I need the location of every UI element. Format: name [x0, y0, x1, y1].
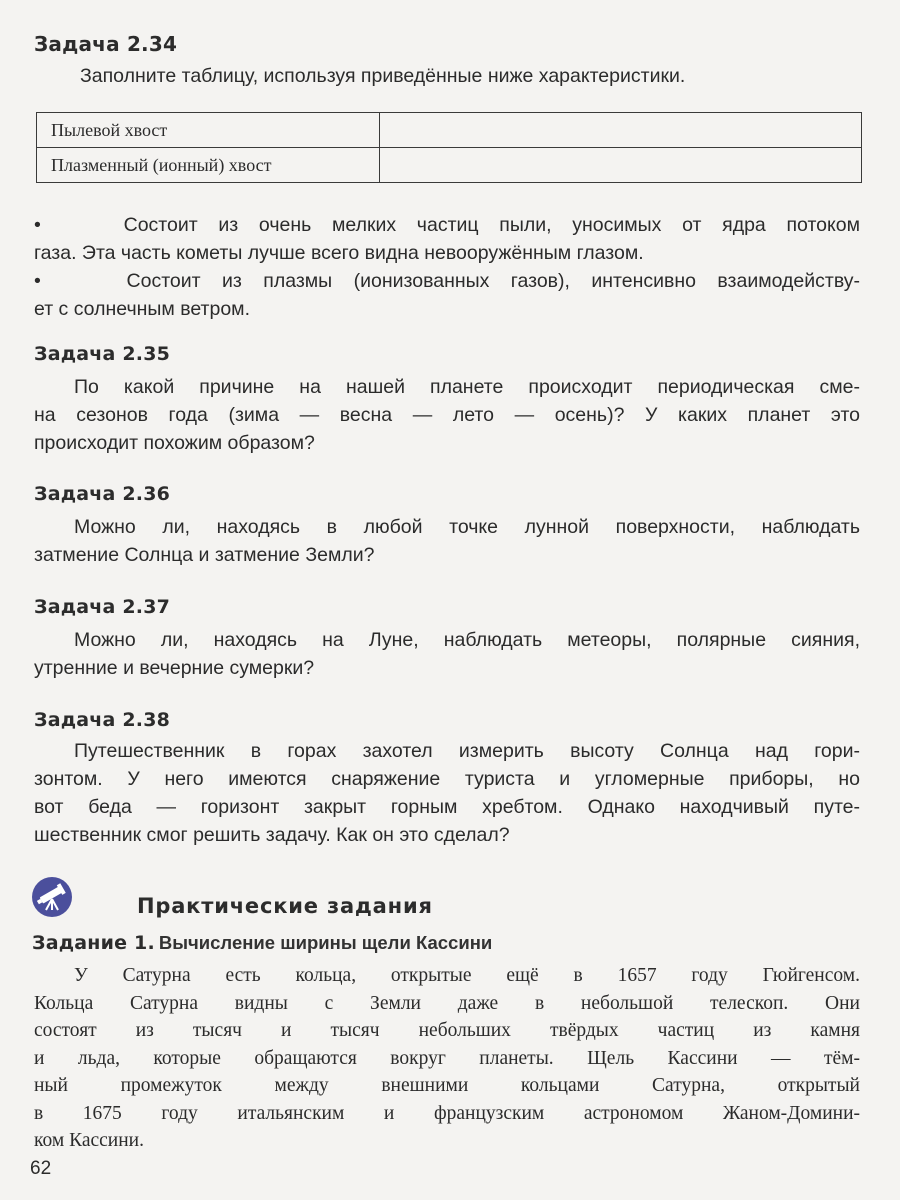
page-number: 62	[30, 1158, 52, 1179]
task-body: Можно ли, находясь в любой точке лунной поверхности, наблюдать затмение Солнца и затмение Земли?	[34, 516, 860, 566]
table-cell-value[interactable]	[380, 113, 862, 148]
practical-task-heading	[32, 932, 492, 954]
task-title: Задача 2.36	[34, 483, 171, 505]
task-body: По какой причине на нашей планете происходит периодическая сме- на сезонов года (зима — весна — лето — осень)? У каких планет это происходит похожим образом?	[34, 376, 860, 454]
bullet-line: • Состоит из плазмы (ионизованных газов), интенсивно взаимодейству-	[34, 270, 861, 292]
table-cell-value[interactable]	[380, 148, 862, 183]
telescope-icon	[32, 877, 72, 917]
task-title: Задача 2.37	[34, 596, 171, 618]
practical-task-label: Задание 1.	[32, 932, 155, 954]
bullet-line: ет с солнечным ветром.	[34, 298, 250, 320]
table-cell-label: Пылевой хвост	[37, 113, 380, 148]
practical-task-title: Вычисление ширины щели Кассини	[158, 932, 493, 953]
practical-task-body: У Сатурна есть кольца, открытые ещё в 1657 году Гюйгенсом. Кольца Сатурна видны с Земли даже в небольшой телескоп. Они состоят из тысяч и тысяч небольших твёрдых частиц из камня и льда, которые обращаются вокруг планеты. Щель Кассини — тём- ный промежуток между внешними кольцами Сатурна, открытый в 1675 году итальянским и французским астрономом Жаном-Домини- ком Кассини.	[34, 965, 860, 1151]
bullet-line: газа. Эта часть кометы лучше всего видна невооружённым глазом.	[34, 242, 644, 264]
task-intro: Заполните таблицу, используя приведённые ниже характеристики.	[80, 65, 686, 87]
table-row	[37, 113, 862, 148]
task-title: Задача 2.35	[34, 343, 171, 365]
table-cell-label: Плазменный (ионный) хвост	[37, 148, 380, 183]
task-title: Задача 2.34	[34, 32, 178, 56]
section-title: Практические задания	[137, 894, 433, 918]
bullet-line: • Состоит из очень мелких частиц пыли, уносимых от ядра потоком	[34, 214, 860, 236]
comet-tail-table	[36, 112, 862, 183]
bullet-list	[34, 211, 860, 323]
table-row	[37, 148, 862, 183]
task-body: Путешественник в горах захотел измерить высоту Солнца над гори- зонтом. У него имеются снаряжение туриста и угломерные приборы, но вот беда — горизонт закрыт горным хребтом. Однако находчивый путе- шественник смог решить задачу. Как он это сделал?	[34, 740, 860, 846]
task-body: Можно ли, находясь на Луне, наблюдать метеоры, полярные сияния, утренние и вечерние сумерки?	[34, 629, 860, 679]
task-title: Задача 2.38	[34, 709, 171, 731]
